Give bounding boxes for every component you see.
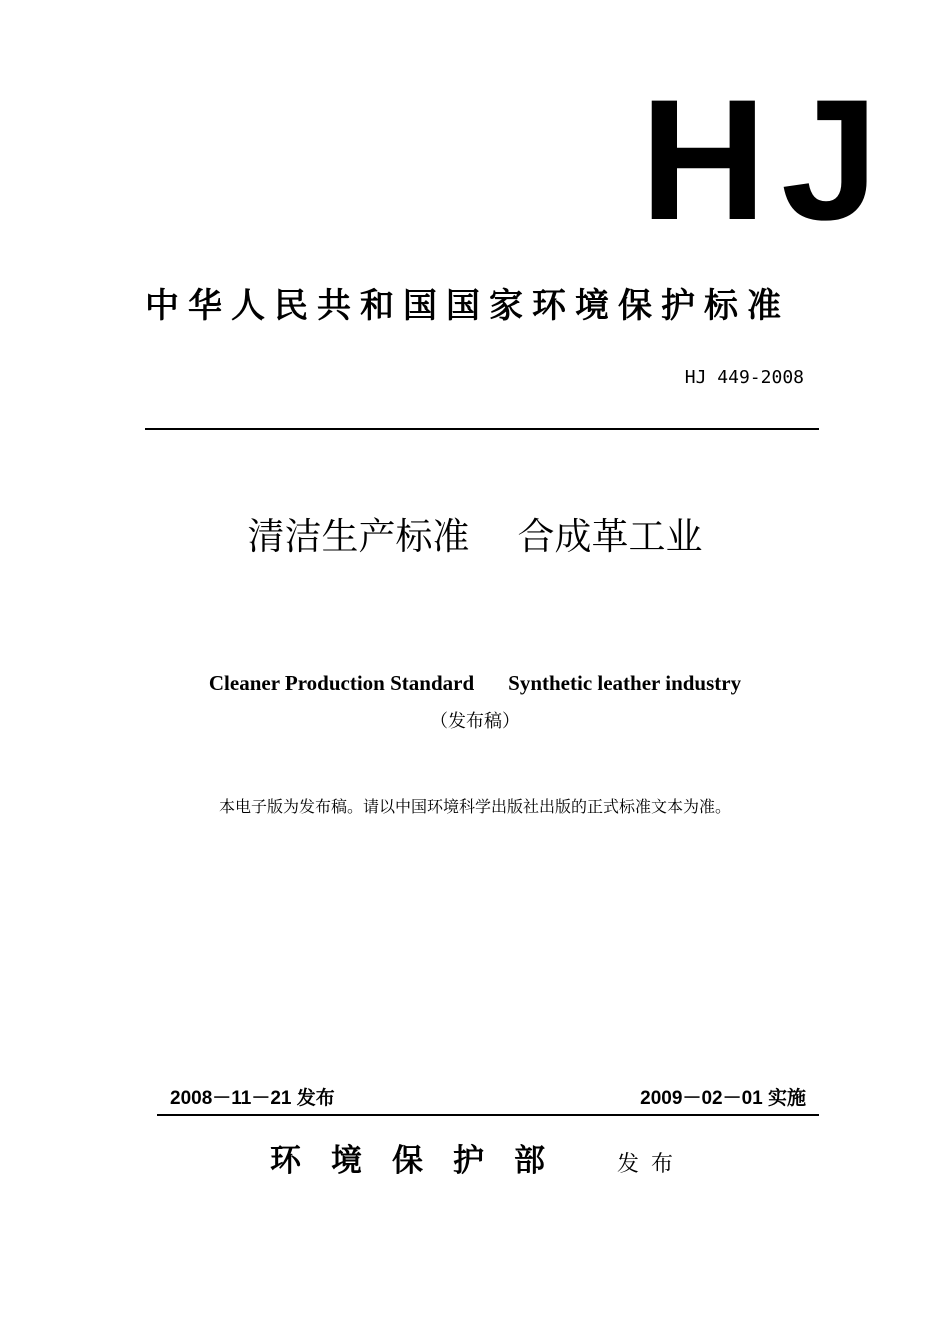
org-title: 中华人民共和国国家环境保护标准 <box>145 286 790 326</box>
chinese-title <box>0 510 950 564</box>
edition-notice: 本电子版为发布稿。请以中国环境科学出版社出版的正式标准文本为准。 <box>218 797 731 816</box>
draft-tag: （发布稿） <box>430 711 520 732</box>
chinese-title-part2: 合成革工业 <box>517 515 703 558</box>
chinese-title-part1: 清洁生产标准 <box>247 515 470 558</box>
standard-number: HJ 449-2008 <box>684 367 804 388</box>
bottom-divider <box>157 1114 819 1116</box>
top-divider <box>145 428 819 430</box>
issue-date: 2008－11－21 发布 <box>170 1088 335 1109</box>
hj-logo: HJ <box>640 64 893 256</box>
publish-suffix: 发布 <box>617 1152 686 1177</box>
english-title-part1: Cleaner Production Standard <box>208 671 475 695</box>
english-title <box>0 668 950 698</box>
effective-date: 2009－02－01 实施 <box>640 1088 806 1109</box>
publisher-name: 环境保护部 <box>270 1143 575 1179</box>
english-title-part2: Synthetic leather industry <box>508 671 742 695</box>
